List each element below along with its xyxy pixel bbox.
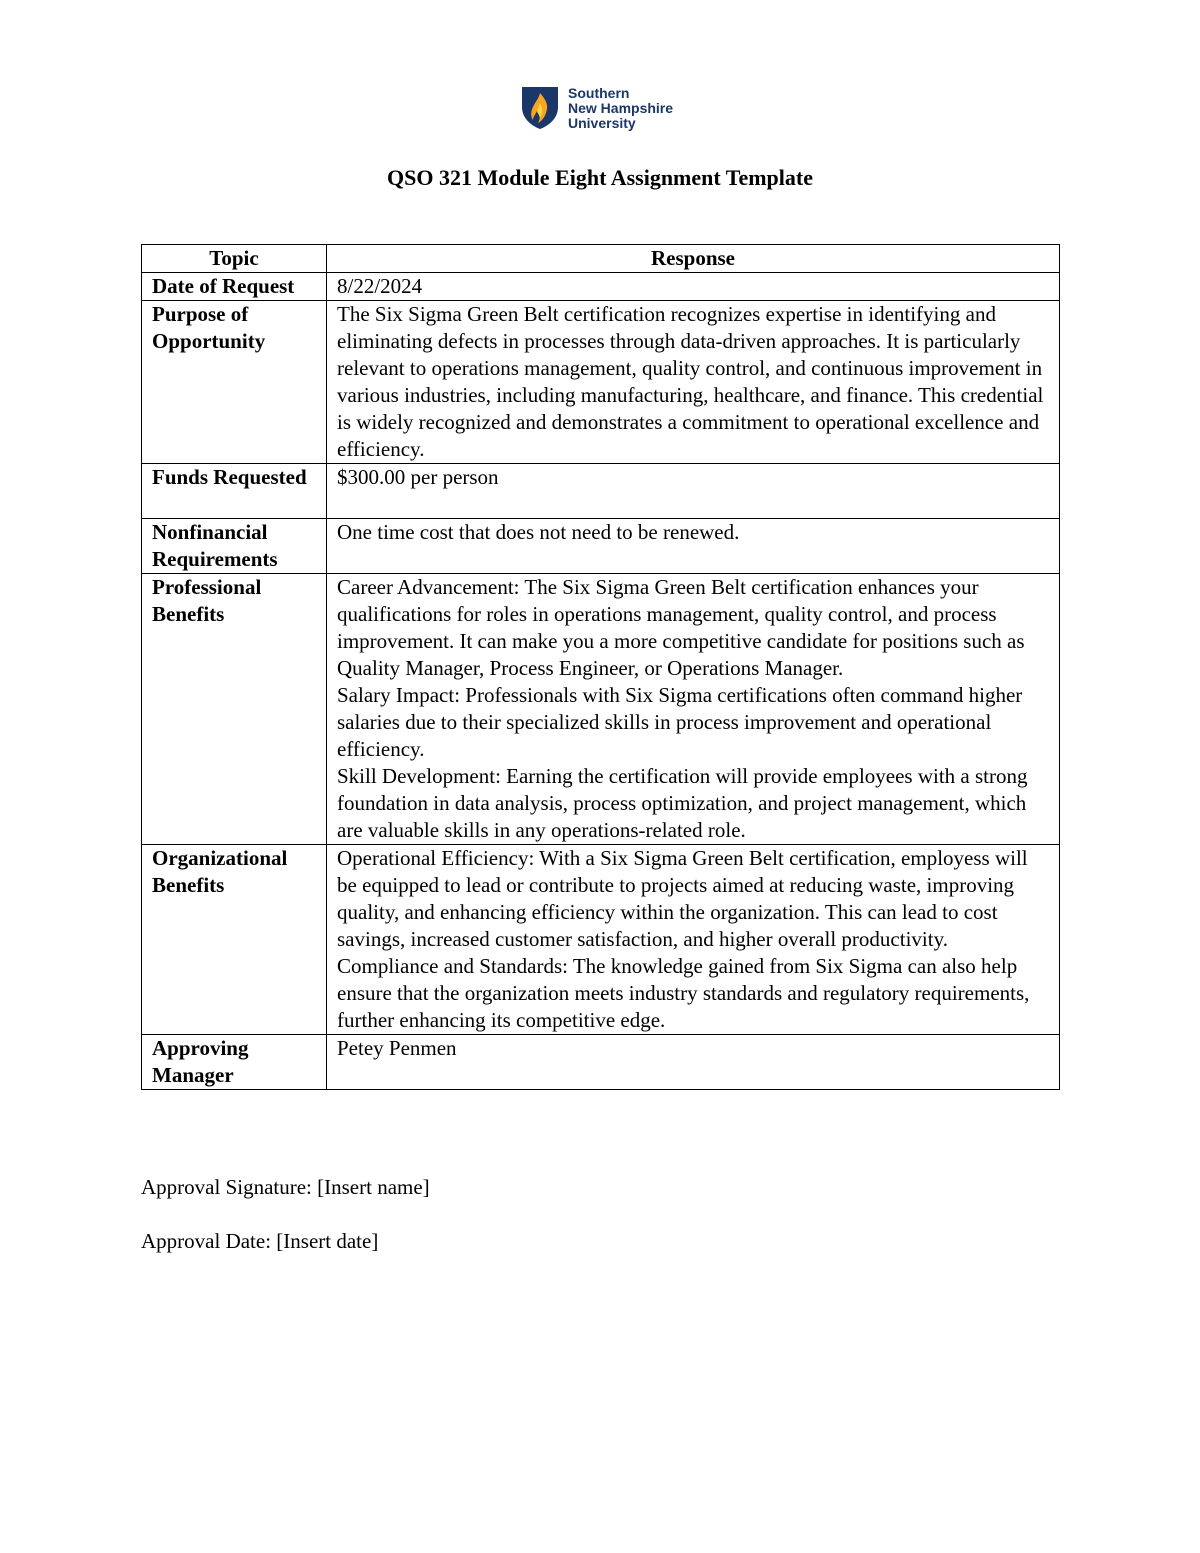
logo-line-3: University	[568, 114, 636, 131]
topic-cell: Nonfinancial Requirements	[142, 519, 327, 574]
row-organizational-benefits	[142, 845, 1060, 1035]
response-paragraph: Salary Impact: Professionals with Six Sigma certifications often command higher salaries due to their specialized skills in process improvement and operational efficiency.	[337, 683, 1023, 761]
response-cell	[327, 1035, 1060, 1090]
topic-cell: Approving Manager	[142, 1035, 327, 1090]
header-response: Response	[327, 245, 1060, 273]
university-logo	[520, 84, 673, 132]
response-cell	[327, 574, 1060, 845]
logo-line-1: Southern	[568, 84, 630, 101]
row-nonfinancial-requirements	[142, 519, 1060, 574]
table-header-row	[142, 245, 1060, 273]
response-paragraph: Career Advancement: The Six Sigma Green Belt certification enhances your qualifications for roles in operations management, quality control, and process improvement. It can make you a more competitive candidate for positions such as Quality Manager, Process Engineer, or Operations Manager.	[337, 575, 1025, 680]
response-cell	[327, 301, 1060, 464]
topic-cell: Organizational Benefits	[142, 845, 327, 1035]
response-cell	[327, 519, 1060, 574]
response-text: The Six Sigma Green Belt certification recognizes expertise in identifying and eliminating defects in processes through data-driven approaches. It is particularly relevant to operations management, quality control, and continuous improvement in various industries, including manufacturing, healthcare, and finance. This credential is widely recognized and demonstrates a commitment to operational excellence and efficiency.	[337, 302, 1044, 461]
row-funds-requested	[142, 464, 1060, 519]
document-title: QSO 321 Module Eight Assignment Template	[386, 165, 813, 190]
topic-cell: Funds Requested	[142, 464, 327, 519]
topic-cell: Purpose of Opportunity	[142, 301, 327, 464]
response-paragraph: Operational Efficiency: With a Six Sigma Green Belt certification, employess will be equipped to lead or contribute to projects aimed at reducing waste, improving quality, and enhancing efficiency within the organization. This can lead to cost savings, increased customer satisfaction, and higher overall productivity.	[337, 846, 1028, 951]
response-text: 8/22/2024	[337, 274, 423, 298]
response-paragraph: Compliance and Standards: The knowledge gained from Six Sigma can also help ensure that the organization meets industry standards and regulatory requirements, further enhancing its competitive edge.	[337, 954, 1030, 1032]
row-professional-benefits	[142, 574, 1060, 845]
response-text: One time cost that does not need to be renewed.	[337, 520, 740, 544]
response-cell	[327, 845, 1060, 1035]
response-text: Petey Penmen	[337, 1036, 457, 1060]
response-paragraph: Skill Development: Earning the certification will provide employees with a strong foundation in data analysis, process optimization, and project management, which are valuable skills in any operations-related role.	[337, 764, 1028, 842]
response-cell	[327, 273, 1060, 301]
response-text: $300.00 per person	[337, 465, 499, 489]
topic-cell: Date of Request	[142, 273, 327, 301]
logo-line-2: New Hampshire	[568, 99, 674, 116]
row-date-of-request	[142, 273, 1060, 301]
row-purpose-of-opportunity	[142, 301, 1060, 464]
row-approving-manager	[142, 1035, 1060, 1090]
shield-flame-icon	[520, 85, 560, 131]
topic-cell: Professional Benefits	[142, 574, 327, 845]
logo-wordmark	[568, 86, 673, 131]
approval-signature-line: Approval Signature: [Insert name]	[141, 1175, 430, 1199]
approval-date-line: Approval Date: [Insert date]	[141, 1229, 379, 1253]
response-cell	[327, 464, 1060, 519]
header-topic: Topic	[142, 245, 327, 273]
request-table	[141, 244, 1060, 1090]
